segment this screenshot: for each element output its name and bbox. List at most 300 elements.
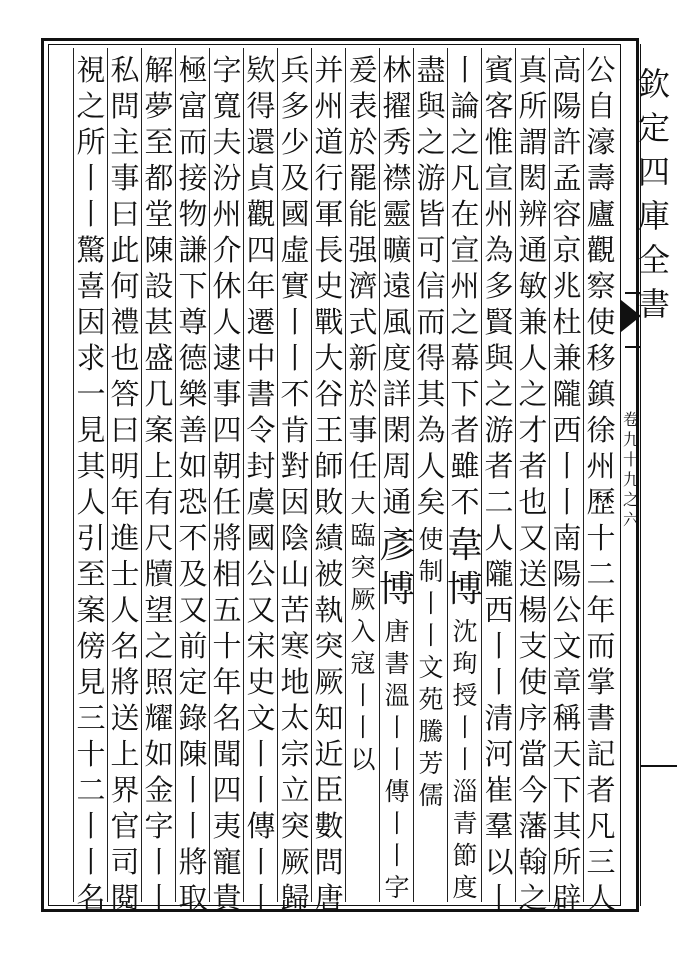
glyph: 為 xyxy=(416,413,446,447)
glyph: 人 xyxy=(484,521,514,555)
glyph: 貴 xyxy=(212,881,242,915)
glyph: 丨 xyxy=(350,713,376,742)
glyph: 文 xyxy=(418,653,444,682)
glyph: 徐 xyxy=(586,413,616,447)
glyph: 年 xyxy=(110,485,140,519)
glyph: 堂 xyxy=(144,197,174,231)
glyph: 因 xyxy=(76,305,106,339)
glyph: 地 xyxy=(280,665,310,699)
glyph: 廬 xyxy=(586,197,616,231)
glyph: 州 xyxy=(314,89,344,123)
glyph: 芳 xyxy=(418,749,444,778)
glyph: 之 xyxy=(76,89,106,123)
glyph: 丨 xyxy=(144,845,174,879)
glyph: 寵 xyxy=(212,845,242,879)
glyph: 博 xyxy=(378,569,415,610)
glyph: 所 xyxy=(76,125,106,159)
glyph: 多 xyxy=(280,89,310,123)
glyph: 陳 xyxy=(144,233,174,267)
glyph: 九 xyxy=(622,430,639,449)
glyph: 視 xyxy=(76,53,106,87)
glyph: 十 xyxy=(622,450,639,469)
glyph: 敏 xyxy=(518,269,548,303)
glyph: 公 xyxy=(246,557,276,591)
glyph: 而 xyxy=(586,629,616,663)
glyph: 人 xyxy=(416,449,446,483)
glyph: 曰 xyxy=(110,413,140,447)
glyph: 察 xyxy=(586,269,616,303)
glyph: 兆 xyxy=(552,269,582,303)
glyph: 能 xyxy=(348,197,378,231)
glyph: 史 xyxy=(246,665,276,699)
glyph: 南 xyxy=(552,521,582,555)
glyph: 與 xyxy=(416,89,446,123)
glyph: 甚 xyxy=(144,305,174,339)
glyph: 答 xyxy=(110,377,140,411)
glyph: 可 xyxy=(416,233,446,267)
glyph: 丨 xyxy=(452,745,478,774)
glyph: 驚 xyxy=(76,233,106,267)
glyph: 楊 xyxy=(518,593,548,627)
glyph: 士 xyxy=(110,557,140,591)
glyph: 丨 xyxy=(452,713,478,742)
glyph: 得 xyxy=(246,89,276,123)
glyph: 事 xyxy=(212,377,242,411)
glyph: 使 xyxy=(586,305,616,339)
glyph: 所 xyxy=(552,845,582,879)
glyph: 京 xyxy=(552,233,582,267)
glyph: 進 xyxy=(110,521,140,555)
glyph: 相 xyxy=(212,557,242,591)
glyph: 五 xyxy=(212,593,242,627)
text-column xyxy=(74,52,108,916)
glyph: 唐 xyxy=(384,617,410,646)
glyph: 論 xyxy=(450,89,480,123)
glyph: 三 xyxy=(76,701,106,735)
glyph: 傳 xyxy=(384,777,410,806)
glyph: 大 xyxy=(350,489,376,518)
glyph: 兵 xyxy=(280,53,310,87)
glyph: 夢 xyxy=(144,89,174,123)
glyph: 信 xyxy=(416,269,446,303)
glyph: 隴 xyxy=(484,557,514,591)
glyph: 丨 xyxy=(246,845,276,879)
glyph: 私 xyxy=(110,53,140,87)
glyph: 之 xyxy=(484,377,514,411)
glyph: 宋 xyxy=(246,629,276,663)
glyph: 在 xyxy=(450,197,480,231)
glyph: 引 xyxy=(76,521,106,555)
glyph: 不 xyxy=(450,485,480,519)
glyph: 之 xyxy=(450,305,480,339)
text-column xyxy=(210,52,244,916)
glyph: 丨 xyxy=(484,881,514,915)
glyph: 被 xyxy=(314,557,344,591)
glyph: 容 xyxy=(552,197,582,231)
glyph: 於 xyxy=(348,377,378,411)
glyph: 歸 xyxy=(280,881,310,915)
glyph: 都 xyxy=(144,161,174,195)
glyph: 人 xyxy=(518,341,548,375)
glyph: 矣 xyxy=(416,485,446,519)
glyph: 求 xyxy=(76,341,106,375)
glyph: 公 xyxy=(552,593,582,627)
glyph: 名 xyxy=(76,881,106,915)
glyph: 見 xyxy=(76,413,106,447)
glyph: 尊 xyxy=(178,305,208,339)
glyph: 接 xyxy=(178,161,208,195)
glyph: 師 xyxy=(314,449,344,483)
glyph: 高 xyxy=(552,53,582,87)
glyph: 物 xyxy=(178,197,208,231)
book-title xyxy=(634,62,674,326)
glyph: 移 xyxy=(586,341,616,375)
glyph: 天 xyxy=(552,737,582,771)
glyph: 而 xyxy=(178,125,208,159)
glyph: 陳 xyxy=(178,737,208,771)
glyph: 遠 xyxy=(382,269,412,303)
glyph: 式 xyxy=(348,305,378,339)
glyph: 為 xyxy=(484,233,514,267)
glyph: 周 xyxy=(382,449,412,483)
glyph: 隴 xyxy=(552,377,582,411)
glyph: 丨 xyxy=(384,841,410,870)
glyph: 丨 xyxy=(178,773,208,807)
glyph: 如 xyxy=(178,449,208,483)
glyph: 禮 xyxy=(110,305,140,339)
glyph: 杜 xyxy=(552,305,582,339)
annotation-text xyxy=(414,524,448,812)
glyph: 支 xyxy=(518,629,548,663)
glyph: 崔 xyxy=(484,773,514,807)
glyph: 國 xyxy=(246,521,276,555)
glyph: 丨 xyxy=(418,589,444,618)
glyph: 夫 xyxy=(212,125,242,159)
glyph: 西 xyxy=(552,413,582,447)
glyph: 丨 xyxy=(384,713,410,742)
glyph: 羣 xyxy=(484,809,514,843)
glyph: 取 xyxy=(178,881,208,915)
glyph: 度 xyxy=(452,873,478,902)
glyph: 表 xyxy=(348,89,378,123)
glyph: 因 xyxy=(280,485,310,519)
glyph: 史 xyxy=(314,269,344,303)
glyph: 名 xyxy=(212,701,242,735)
glyph: 入 xyxy=(350,617,376,646)
glyph: 下 xyxy=(450,377,480,411)
glyph: 丨 xyxy=(552,449,582,483)
glyph: 對 xyxy=(280,449,310,483)
glyph: 文 xyxy=(246,701,276,735)
glyph: 林 xyxy=(382,53,412,87)
glyph: 丨 xyxy=(418,621,444,650)
glyph: 丨 xyxy=(384,745,410,774)
glyph: 也 xyxy=(518,485,548,519)
glyph: 下 xyxy=(178,269,208,303)
text-column xyxy=(414,52,448,520)
glyph: 夷 xyxy=(212,809,242,843)
glyph: 照 xyxy=(144,665,174,699)
glyph: 宣 xyxy=(484,161,514,195)
glyph: 極 xyxy=(178,53,208,87)
entry-heading xyxy=(377,524,417,612)
glyph: 觀 xyxy=(246,197,276,231)
glyph: 制 xyxy=(418,557,444,586)
glyph: 書 xyxy=(637,285,670,323)
glyph: 河 xyxy=(484,737,514,771)
glyph: 丨 xyxy=(552,485,582,519)
glyph: 丨 xyxy=(76,197,106,231)
glyph: 金 xyxy=(144,773,174,807)
glyph: 善 xyxy=(178,413,208,447)
glyph: 逮 xyxy=(212,341,242,375)
glyph: 唐 xyxy=(314,881,344,915)
glyph: 又 xyxy=(178,593,208,627)
glyph: 章 xyxy=(552,665,582,699)
glyph: 四 xyxy=(637,153,670,191)
glyph: 貞 xyxy=(246,161,276,195)
glyph: 事 xyxy=(110,161,140,195)
glyph: 喜 xyxy=(76,269,106,303)
glyph: 王 xyxy=(314,413,344,447)
glyph: 賓 xyxy=(484,53,514,87)
glyph: 二 xyxy=(586,557,616,591)
text-column xyxy=(346,52,380,484)
glyph: 虞 xyxy=(246,485,276,519)
glyph: 韋 xyxy=(446,525,483,566)
glyph: 名 xyxy=(110,629,140,663)
glyph: 許 xyxy=(552,125,582,159)
glyph: 行 xyxy=(314,161,344,195)
glyph: 數 xyxy=(314,809,344,843)
glyph: 不 xyxy=(178,521,208,555)
glyph: 丨 xyxy=(280,341,310,375)
glyph: 秀 xyxy=(382,125,412,159)
glyph: 道 xyxy=(314,125,344,159)
glyph: 突 xyxy=(280,809,310,843)
glyph: 人 xyxy=(110,593,140,627)
glyph: 九 xyxy=(622,470,639,489)
glyph: 靈 xyxy=(382,197,412,231)
glyph: 記 xyxy=(586,737,616,771)
glyph: 稱 xyxy=(552,701,582,735)
text-column xyxy=(550,52,584,916)
glyph: 如 xyxy=(144,737,174,771)
glyph: 字 xyxy=(144,809,174,843)
glyph: 司 xyxy=(110,845,140,879)
glyph: 知 xyxy=(314,701,344,735)
glyph: 多 xyxy=(484,269,514,303)
glyph: 曰 xyxy=(110,197,140,231)
glyph: 字 xyxy=(384,873,410,902)
glyph: 儒 xyxy=(418,781,444,810)
glyph: 實 xyxy=(280,269,310,303)
glyph: 恐 xyxy=(178,485,208,519)
glyph: 厥 xyxy=(350,585,376,614)
glyph: 送 xyxy=(518,557,548,591)
glyph: 客 xyxy=(484,89,514,123)
glyph: 丨 xyxy=(246,773,276,807)
glyph: 騰 xyxy=(418,717,444,746)
glyph: 突 xyxy=(314,629,344,663)
glyph: 陽 xyxy=(552,557,582,591)
glyph: 何 xyxy=(110,269,140,303)
glyph: 寬 xyxy=(212,89,242,123)
glyph: 博 xyxy=(446,569,483,610)
text-column xyxy=(584,52,618,916)
glyph: 游 xyxy=(484,413,514,447)
glyph: 州 xyxy=(484,197,514,231)
glyph: 肯 xyxy=(280,413,310,447)
glyph: 所 xyxy=(518,89,548,123)
glyph: 丨 xyxy=(246,881,276,915)
glyph: 事 xyxy=(348,413,378,447)
text-column xyxy=(176,52,210,916)
glyph: 通 xyxy=(382,485,412,519)
glyph: 彥 xyxy=(378,525,415,566)
glyph: 丨 xyxy=(280,305,310,339)
glyph: 案 xyxy=(76,593,106,627)
glyph: 新 xyxy=(348,341,378,375)
glyph: 淄 xyxy=(452,777,478,806)
text-column xyxy=(278,52,312,916)
glyph: 人 xyxy=(212,305,242,339)
glyph: 至 xyxy=(76,557,106,591)
glyph: 山 xyxy=(280,557,310,591)
glyph: 盛 xyxy=(144,341,174,375)
glyph: 長 xyxy=(314,233,344,267)
glyph: 一 xyxy=(76,377,106,411)
text-column xyxy=(312,52,346,916)
glyph: 樂 xyxy=(178,377,208,411)
glyph: 官 xyxy=(110,809,140,843)
glyph: 至 xyxy=(144,125,174,159)
glyph: 牘 xyxy=(144,557,174,591)
glyph: 而 xyxy=(416,305,446,339)
glyph: 并 xyxy=(314,53,344,87)
glyph: 閑 xyxy=(382,413,412,447)
glyph: 十 xyxy=(76,737,106,771)
glyph: 十 xyxy=(212,629,242,663)
glyph: 州 xyxy=(212,197,242,231)
glyph: 界 xyxy=(110,773,140,807)
glyph: 臨 xyxy=(350,521,376,550)
glyph: 宣 xyxy=(450,233,480,267)
glyph: 濠 xyxy=(586,125,616,159)
glyph: 問 xyxy=(314,845,344,879)
glyph: 寇 xyxy=(350,649,376,678)
glyph: 錄 xyxy=(178,701,208,735)
glyph: 强 xyxy=(348,233,378,267)
glyph: 執 xyxy=(314,593,344,627)
glyph: 謙 xyxy=(178,233,208,267)
glyph: 四 xyxy=(212,413,242,447)
glyph: 州 xyxy=(450,269,480,303)
glyph: 太 xyxy=(280,701,310,735)
glyph: 丨 xyxy=(144,881,174,915)
glyph: 者 xyxy=(586,773,616,807)
glyph: 主 xyxy=(110,125,140,159)
glyph: 以 xyxy=(484,845,514,879)
glyph: 見 xyxy=(76,665,106,699)
glyph: 聞 xyxy=(212,737,242,771)
glyph: 送 xyxy=(110,701,140,735)
glyph: 使 xyxy=(418,525,444,554)
glyph: 大 xyxy=(314,341,344,375)
glyph: 得 xyxy=(416,341,446,375)
glyph: 之 xyxy=(144,629,174,663)
entry-heading xyxy=(445,524,485,612)
fold-mark-line xyxy=(625,346,641,348)
glyph: 文 xyxy=(552,629,582,663)
glyph: 授 xyxy=(452,681,478,710)
glyph: 厥 xyxy=(280,845,310,879)
glyph: 有 xyxy=(144,485,174,519)
glyph: 問 xyxy=(110,89,140,123)
glyph: 觀 xyxy=(586,233,616,267)
glyph: 幕 xyxy=(450,341,480,375)
glyph: 卷 xyxy=(622,410,639,429)
glyph: 襟 xyxy=(382,161,412,195)
glyph: 才 xyxy=(518,413,548,447)
glyph: 之 xyxy=(518,377,548,411)
glyph: 突 xyxy=(350,553,376,582)
glyph: 將 xyxy=(110,665,140,699)
glyph: 解 xyxy=(144,53,174,87)
glyph: 字 xyxy=(212,53,242,87)
glyph: 年 xyxy=(586,593,616,627)
glyph: 書 xyxy=(384,649,410,678)
glyph: 二 xyxy=(484,485,514,519)
glyph: 與 xyxy=(484,341,514,375)
glyph: 皆 xyxy=(416,197,446,231)
glyph: 几 xyxy=(144,377,174,411)
glyph: 節 xyxy=(452,841,478,870)
glyph: 傍 xyxy=(76,629,106,663)
glyph: 惟 xyxy=(484,125,514,159)
glyph: 壽 xyxy=(586,161,616,195)
glyph: 者 xyxy=(484,449,514,483)
glyph: 罷 xyxy=(348,161,378,195)
glyph: 其 xyxy=(552,809,582,843)
glyph: 爰 xyxy=(348,53,378,87)
glyph: 任 xyxy=(348,449,378,483)
glyph: 清 xyxy=(484,701,514,735)
glyph: 濟 xyxy=(348,269,378,303)
glyph: 人 xyxy=(586,881,616,915)
glyph: 苑 xyxy=(418,685,444,714)
text-column xyxy=(142,52,176,916)
text-column xyxy=(516,52,550,916)
glyph: 翰 xyxy=(518,845,548,879)
glyph: 陰 xyxy=(280,521,310,555)
glyph: 書 xyxy=(586,701,616,735)
glyph: 自 xyxy=(586,89,616,123)
glyph: 兼 xyxy=(552,341,582,375)
glyph: 沈 xyxy=(452,617,478,646)
glyph: 將 xyxy=(178,845,208,879)
glyph: 陽 xyxy=(552,89,582,123)
glyph: 及 xyxy=(280,161,310,195)
glyph: 以 xyxy=(350,745,376,774)
glyph: 少 xyxy=(280,125,310,159)
glyph: 之 xyxy=(622,490,639,509)
glyph: 虛 xyxy=(280,233,310,267)
glyph: 封 xyxy=(246,449,276,483)
glyph: 厥 xyxy=(314,665,344,699)
glyph: 今 xyxy=(518,773,548,807)
glyph: 真 xyxy=(518,53,548,87)
